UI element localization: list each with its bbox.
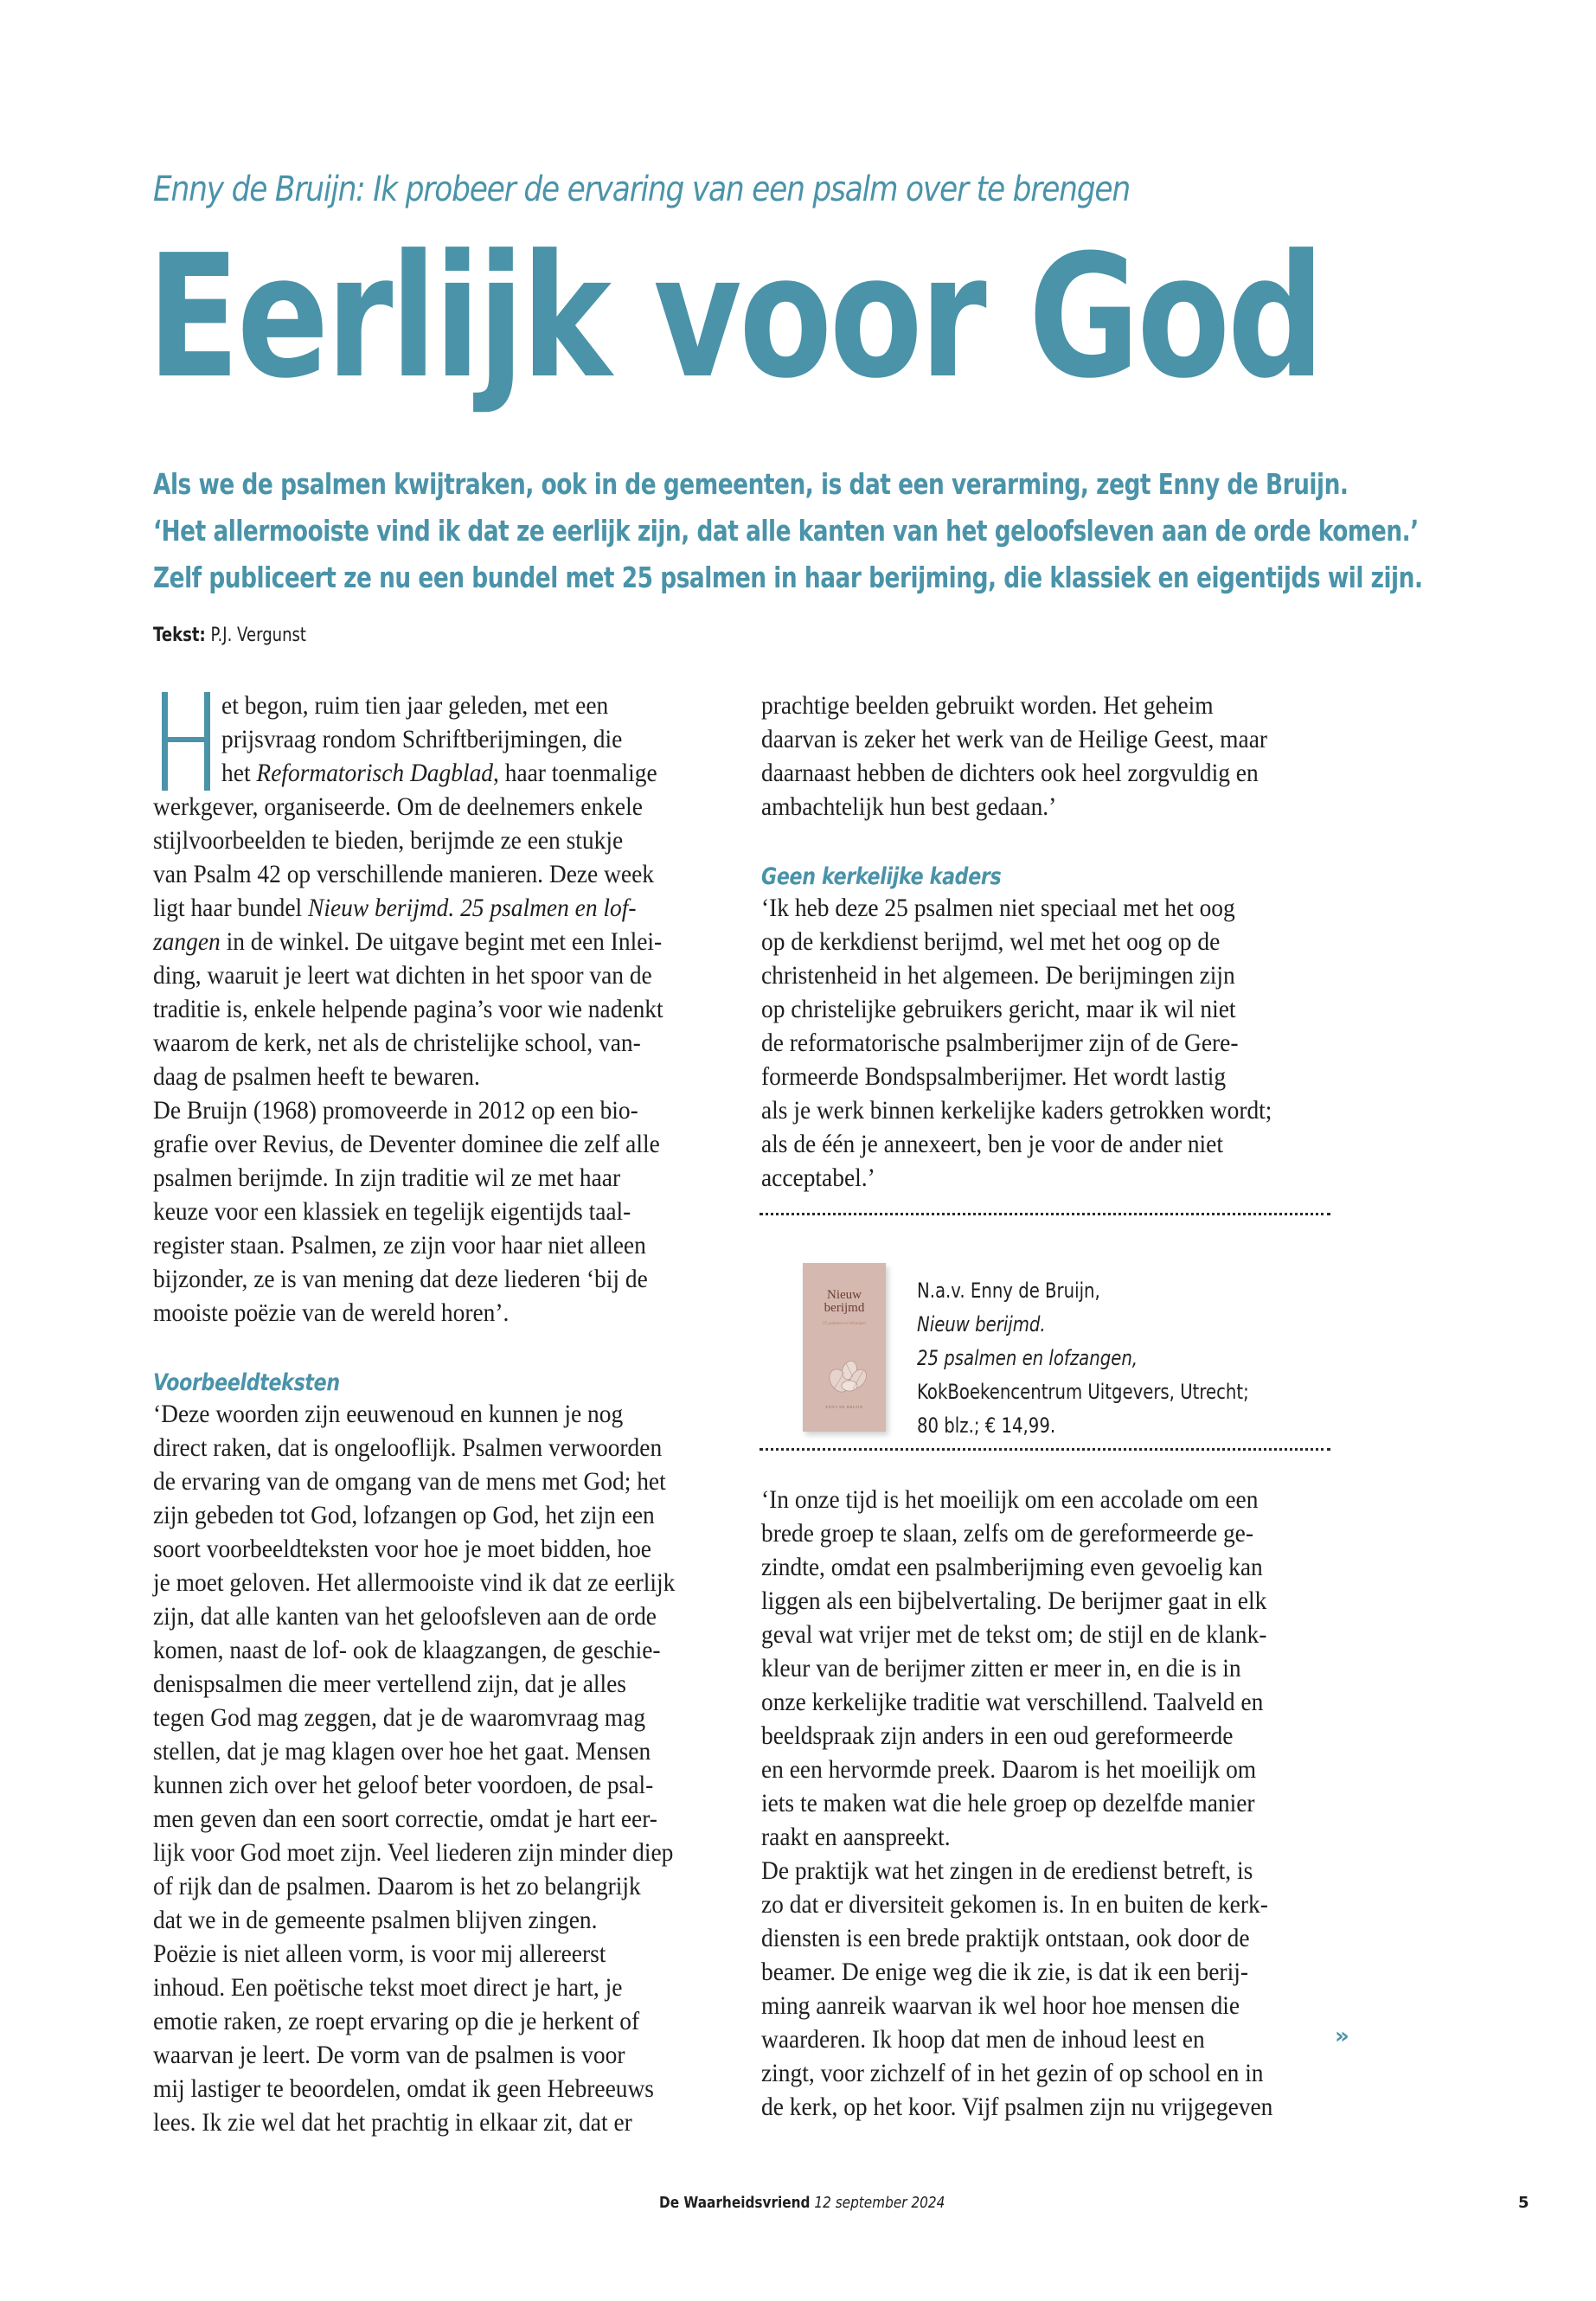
text-line: of rijk dan de psalmen. Daarom is het zo belangrijk xyxy=(153,1873,641,1900)
text-line: Poëzie is niet alleen vorm, is voor mij allereerst xyxy=(153,1940,606,1968)
text-line: beeldspraak zijn anders in een oud gereformeerde xyxy=(761,1722,1234,1750)
text-line: en een hervormde preek. Daarom is het moeilijk om xyxy=(761,1756,1257,1784)
text-line: ming aanreik waarvan ik wel hoor hoe mensen die xyxy=(761,1992,1240,2020)
text-line: stellen, dat je mag klagen over hoe het gaat. Mensen xyxy=(153,1738,651,1766)
text-line: daarnaast hebben de dichters ook heel zorgvuldig en xyxy=(761,760,1259,787)
book-info-line: N.a.v. Enny de Bruijn, xyxy=(917,1279,1100,1303)
text-line: De Bruijn (1968) promoveerde in 2012 op een bio- xyxy=(153,1097,638,1125)
article-title: Eerlijk voor God xyxy=(147,219,1322,416)
text-line: keuze voor een klassiek en tegelijk eigentijds taal- xyxy=(153,1198,631,1226)
text-line: zindte, omdat een psalmberijming even gevoelig kan xyxy=(761,1554,1263,1581)
text-line: op de kerkdienst berijmd, wel met het oog op de xyxy=(761,928,1221,956)
page-number: 5 xyxy=(1518,2194,1529,2212)
byline-author: P.J. Vergunst xyxy=(210,625,306,646)
text-line: daag de psalmen heeft te bewaren. xyxy=(153,1063,480,1091)
text-line: zingt, voor zichzelf of in het gezin of op school en in xyxy=(761,2060,1264,2087)
book-cover-title xyxy=(803,1289,886,1315)
text-line: register staan. Psalmen, ze zijn voor haar niet alleen xyxy=(153,1232,646,1259)
text-line: waarom de kerk, net als de christelijke school, van- xyxy=(153,1029,641,1057)
right-top-paragraph xyxy=(761,689,1349,824)
book-cover-title-line: berijmd xyxy=(824,1301,865,1315)
book-info-line: KokBoekencentrum Uitgevers, Utrecht; xyxy=(917,1380,1249,1404)
text-line: ambachtelijk hun best gedaan.’ xyxy=(761,793,1057,821)
text-line: De praktijk wat het zingen in de eredienst betreft, is xyxy=(761,1857,1253,1885)
text-line: raakt en aanspreekt. xyxy=(761,1823,951,1851)
text-line: als de één je annexeert, ben je voor de ander niet xyxy=(761,1131,1223,1158)
text-line: psalmen berijmde. In zijn traditie wil ze met haar xyxy=(153,1164,621,1192)
text-line: christenheid in het algemeen. De berijmingen zijn xyxy=(761,962,1235,990)
text-line: mooiste poëzie van de wereld horen’. xyxy=(153,1299,510,1327)
right-column-continued xyxy=(761,1484,1349,2125)
book-info-box xyxy=(760,1224,1330,1449)
text-line: emotie raken, ze roept ervaring op die je herkent of xyxy=(153,2008,640,2035)
text-line: traditie is, enkele helpende pagina’s voor wie nadenkt xyxy=(153,996,663,1023)
book-info-line: 80 blz.; € 14,99. xyxy=(917,1413,1056,1438)
text-line: liggen als een bijbelvertaling. De berijmer gaat in elk xyxy=(761,1587,1267,1615)
leaves-illustration-icon xyxy=(827,1358,869,1394)
text-line: diensten is een brede praktijk ontstaan, ook door de xyxy=(761,1925,1250,1952)
text-line: zo dat er diversiteit gekomen is. In en buiten de kerk- xyxy=(761,1891,1268,1919)
text-line: de reformatorische psalmberijmer zijn of de Gere- xyxy=(761,1029,1239,1057)
text-line: inhoud. Een poëtische tekst moet direct je hart, je xyxy=(153,1974,623,2002)
text-line: beamer. De enige weg die ik zie, is dat ik een berij- xyxy=(761,1958,1248,1986)
text-line: prachtige beelden gebruikt worden. Het geheim xyxy=(761,692,1214,720)
text-line: ‘Ik heb deze 25 psalmen niet speciaal met het oog xyxy=(761,894,1235,922)
text-line: als je werk binnen kerkelijke kaders getrokken wordt; xyxy=(761,1097,1272,1125)
book-cover-title-line: Nieuw xyxy=(827,1288,862,1302)
right-bottom-paragraphs xyxy=(761,1484,1349,2125)
article-lead xyxy=(153,461,1423,601)
text-line: daarvan is zeker het werk van de Heilige Geest, maar xyxy=(761,726,1268,753)
issue-date: 12 september 2024 xyxy=(814,2194,945,2212)
text-line: brede groep te slaan, zelfs om de gereformeerde ge- xyxy=(761,1520,1253,1548)
dotted-divider-bottom xyxy=(760,1448,1330,1451)
text-line: waarderen. Ik hoop dat men de inhoud leest en xyxy=(761,2026,1205,2054)
right-column xyxy=(761,689,1349,1195)
text-line: zijn, dat alle kanten van het geloofsleven aan de orde xyxy=(153,1603,657,1631)
text-line: soort voorbeeldteksten voor hoe je moet bidden, hoe xyxy=(153,1535,651,1563)
text-line: et begon, ruim tien jaar geleden, met een xyxy=(221,692,609,720)
book-info-line: 25 psalmen en lofzangen, xyxy=(917,1346,1138,1370)
byline xyxy=(153,625,306,646)
text-line: van Psalm 42 op verschillende manieren. Deze week xyxy=(153,861,654,888)
book-info-line: Nieuw berijmd. xyxy=(917,1312,1046,1336)
text-line: bijzonder, ze is van mening dat deze liederen ‘bij de xyxy=(153,1266,648,1293)
text-line: de ervaring van de omgang van de mens met God; het xyxy=(153,1468,666,1496)
text-line: het Reformatorisch Dagblad, haar toenmalige xyxy=(221,760,657,787)
byline-label: Tekst: xyxy=(153,625,206,646)
text-line: geval wat vrijer met de tekst om; de stijl en de klank- xyxy=(761,1621,1267,1649)
article-kicker: Enny de Bruijn: Ik probeer de ervaring van een psalm over te brengen xyxy=(153,170,1130,209)
text-line: grafie over Revius, de Deventer dominee die zelf alle xyxy=(153,1131,660,1158)
left-section-paragraphs xyxy=(153,1398,741,2140)
text-line: komen, naast de lof- ook de klaagzangen, de geschie- xyxy=(153,1637,661,1664)
text-line: de kerk, op het koor. Vijf psalmen zijn nu vrijgegeven xyxy=(761,2093,1273,2121)
text-line: men geven dan een soort correctie, omdat je hart eer- xyxy=(153,1805,657,1833)
book-info-text xyxy=(917,1274,1249,1443)
text-line: mij lastiger te beoordelen, omdat ik geen Hebreeuws xyxy=(153,2075,654,2103)
lead-line: Zelf publiceert ze nu een bundel met 25 psalmen in haar berijming, die klassiek en eigentijds wil zijn. xyxy=(153,561,1423,594)
text-line: werkgever, organiseerde. Om de deelnemers enkele xyxy=(153,793,643,821)
dotted-divider-top xyxy=(760,1213,1330,1215)
subhead-voorbeeldteksten: Voorbeeldteksten xyxy=(153,1369,340,1396)
page-footer xyxy=(659,2194,945,2212)
text-line: ding, waaruit je leert wat dichten in het spoor van de xyxy=(153,962,652,990)
text-line: prijsvraag rondom Schriftberijmingen, die xyxy=(221,726,623,753)
publication-name: De Waarheidsvriend xyxy=(659,2194,811,2212)
text-line: ‘In onze tijd is het moeilijk om een accolade om een xyxy=(761,1486,1259,1514)
text-line: zangen in de winkel. De uitgave begint met een Inlei- xyxy=(153,928,663,956)
text-line: waarvan je leert. De vorm van de psalmen is voor xyxy=(153,2041,625,2069)
text-line: direct raken, dat is ongelooflijk. Psalmen verwoorden xyxy=(153,1434,663,1462)
lead-line: ‘Het allermooiste vind ik dat ze eerlijk zijn, dat alle kanten van het geloofsleven aan de orde komen.’ xyxy=(153,514,1419,548)
text-line: lijk voor God moet zijn. Veel liederen zijn minder diep xyxy=(153,1839,674,1867)
italic-title: Nieuw berijmd. 25 psalmen en lof- xyxy=(308,894,637,922)
subhead-geen-kerkelijke-kaders: Geen kerkelijke kaders xyxy=(761,863,1002,890)
text-line: denispsalmen die meer vertellend zijn, dat je alles xyxy=(153,1670,626,1698)
continue-arrow-icon: » xyxy=(1335,2023,1349,2049)
text-line: ‘Deze woorden zijn eeuwenoud en kunnen je nog xyxy=(153,1400,624,1428)
text-line: dat we in de gemeente psalmen blijven zingen. xyxy=(153,1907,598,1934)
text-line: kunnen zich over het geloof beter voordoen, de psal- xyxy=(153,1772,654,1799)
text-line: onze kerkelijke traditie wat verschillend. Taalveld en xyxy=(761,1689,1264,1716)
book-cover-subtitle: 25 psalmen en lofzangen xyxy=(823,1322,866,1326)
right-section-paragraph xyxy=(761,892,1349,1195)
text-line: stijlvoorbeelden te bieden, berijmde ze een stukje xyxy=(153,827,624,855)
text-line: ligt haar bundel Nieuw berijmd. 25 psalmen en lof- xyxy=(153,894,637,922)
text-line: lees. Ik zie wel dat het prachtig in elkaar zit, dat er xyxy=(153,2109,632,2137)
lead-line: Als we de psalmen kwijtraken, ook in de gemeenten, is dat een verarming, zegt Enny de Bruijn. xyxy=(153,467,1349,501)
text-line: op christelijke gebruikers gericht, maar ik wil niet xyxy=(761,996,1236,1023)
left-intro-paragraphs xyxy=(153,689,741,1330)
italic-title: zangen xyxy=(153,928,221,956)
italic-title: Reformatorisch Dagblad xyxy=(256,760,494,787)
book-cover-image xyxy=(803,1263,886,1432)
book-cover-author: ENNY DE BRUIJN xyxy=(825,1405,863,1409)
text-line: kleur van de berijmer zitten er meer in, en die is in xyxy=(761,1655,1241,1682)
text-line: acceptabel.’ xyxy=(761,1164,875,1192)
text-line: tegen God mag zeggen, dat je de waaromvraag mag xyxy=(153,1704,646,1732)
left-column xyxy=(153,689,741,2140)
text-line: iets te maken wat die hele groep op dezelfde manier xyxy=(761,1790,1255,1817)
text-line: zijn gebeden tot God, lofzangen op God, het zijn een xyxy=(153,1502,655,1529)
text-line: formeerde Bondspsalmberijmer. Het wordt lastig xyxy=(761,1063,1227,1091)
text-line: je moet geloven. Het allermooiste vind ik dat ze eerlijk xyxy=(153,1569,676,1597)
